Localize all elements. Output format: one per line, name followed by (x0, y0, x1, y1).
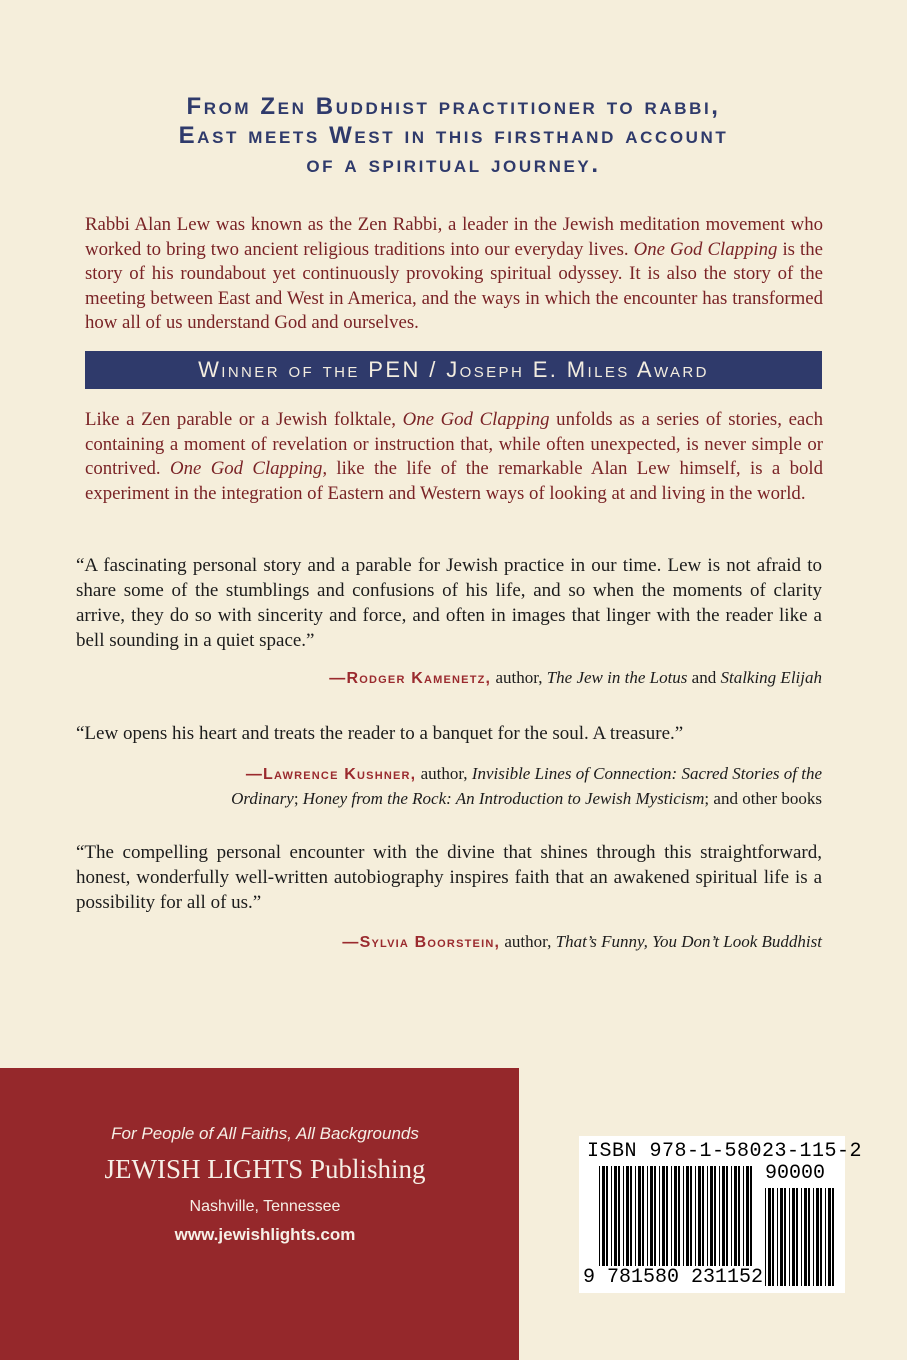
endorsement-attribution-2 (102, 762, 822, 811)
barcode-bar (804, 1188, 807, 1286)
endorsement-quote-3: “The compelling personal encounter with the divine that shines through this straightforward, honest, wonderfully well-written autobiography inspires faith that an awakened spiritual life is a possibility for all of us.” (76, 842, 822, 913)
barcode-bar (630, 1166, 632, 1266)
barcode-bar (683, 1166, 684, 1266)
headline-line-2: East meets West in this firsthand account (178, 122, 729, 149)
barcode-bar (678, 1166, 680, 1266)
cover-headline (60, 92, 847, 179)
endorser-book-2a: Invisible Lines of Connection: Sacred Stories of the (471, 764, 822, 783)
barcode-bar (750, 1166, 752, 1266)
barcode-bar (611, 1166, 612, 1266)
endorser-role-1: author, (491, 668, 547, 687)
endorser-book-3: That’s Funny, You Don’t Look Buddhist (555, 932, 822, 951)
endorser-sep-2: ; (293, 789, 303, 808)
description-book-title-2: One God Clapping, (170, 458, 328, 480)
endorser-book-1b: Stalking Elijah (720, 668, 822, 687)
barcode-bar (698, 1166, 701, 1266)
endorser-role-3: author, (500, 932, 556, 951)
barcode-bar (780, 1188, 783, 1286)
barcode-bar (635, 1166, 636, 1266)
publisher-tagline: For People of All Faiths, All Backgrounds (111, 1124, 419, 1143)
barcode-bar (777, 1188, 778, 1286)
barcode-bar (602, 1166, 605, 1266)
endorser-book-1a: The Jew in the Lotus (546, 668, 688, 687)
barcode-bar (722, 1166, 725, 1266)
headline-line-3: of a spiritual journey. (306, 151, 601, 178)
publisher-name: JEWISH LIGHTS Publishing (104, 1154, 426, 1184)
barcode-bar (638, 1166, 641, 1266)
barcode-bar (614, 1166, 617, 1266)
headline-line-1: From Zen Buddhist practitioner to rabbi, (186, 93, 721, 120)
barcode-bar (813, 1188, 814, 1286)
publisher-website[interactable]: www.jewishlights.com (174, 1225, 356, 1244)
barcode-bar (674, 1166, 677, 1266)
endorser-name-2: —Lawrence Kushner, (245, 766, 417, 783)
publisher-location: Nashville, Tennessee (189, 1198, 341, 1215)
barcode-bar (599, 1166, 600, 1266)
barcode-bar (731, 1166, 732, 1266)
award-banner: Winner of the PEN / Joseph E. Miles Award (85, 351, 822, 389)
barcode-bar (650, 1166, 653, 1266)
description-text-b: unfolds as a series of stories, each containing a moment of revelation or instruction that, while often unexpected, is never simple or contrived. (85, 409, 823, 480)
description-text-a: Like a Zen parable or a Jewish folktale, (85, 409, 403, 430)
barcode-bar (714, 1166, 716, 1266)
barcode-bar (772, 1188, 774, 1286)
isbn-number: ISBN 978-1-58023-115-2 (587, 1140, 863, 1163)
barcode-bar (828, 1188, 831, 1286)
description-paragraph (85, 408, 823, 506)
barcode-bar (623, 1166, 624, 1266)
barcode-bar (726, 1166, 728, 1266)
endorser-name-1: —Rodger Kamenetz, (329, 670, 492, 687)
barcode-bar (832, 1188, 834, 1286)
endorsement-attribution-3 (102, 930, 822, 955)
barcode-bar (695, 1166, 696, 1266)
barcode-bar (808, 1188, 810, 1286)
barcode-bar (666, 1166, 668, 1266)
description-text-c: like the life of the remarkable Alan Lew himself, is a bold experiment in the integration of Eastern and Western ways of looking at and living in the world. (85, 458, 824, 504)
barcode-bar (707, 1166, 708, 1266)
price-code: 90000 (765, 1162, 826, 1185)
intro-paragraph (85, 213, 823, 336)
endorsement-attribution-1 (102, 666, 822, 691)
barcode-bar (765, 1188, 766, 1286)
barcode-bar (690, 1166, 692, 1266)
barcode-bar (746, 1166, 749, 1266)
barcode-bar (734, 1166, 737, 1266)
publisher-panel (0, 1068, 519, 1360)
endorser-role-2: author, (416, 764, 472, 783)
endorsement-quote-2: “Lew opens his heart and treats the reader to a banquet for the soul. A treasure.” (76, 723, 684, 744)
barcode-bar (825, 1188, 826, 1286)
isbn-barcode (579, 1136, 863, 1293)
endorser-join-1: and (687, 668, 721, 687)
barcode-bar (816, 1188, 819, 1286)
barcode-bar (743, 1166, 744, 1266)
endorser-tail-2: ; and other books (704, 789, 822, 808)
barcode-bar (659, 1166, 660, 1266)
barcode-bar (719, 1166, 720, 1266)
barcode-bar (654, 1166, 656, 1266)
barcode-bar (796, 1188, 798, 1286)
intro-text-a: Rabbi Alan Lew was known as the Zen Rabbi, a leader in the Jewish meditation movement who worked to bring two ancient religious traditions into our everyday lives. (85, 214, 823, 260)
barcode-bar (618, 1166, 620, 1266)
barcode-digits: 9 781580 231152 (583, 1266, 764, 1289)
main-barcode-bars (599, 1166, 752, 1266)
barcode-bar (801, 1188, 802, 1286)
barcode-bar (789, 1188, 790, 1286)
endorser-name-3: —Sylvia Boorstein, (342, 934, 501, 951)
barcode-bar (626, 1166, 629, 1266)
barcode-bar (820, 1188, 822, 1286)
endorsement-quote-1: “A fascinating personal story and a parable for Jewish practice in our time. Lew is not afraid to share some of the stumblings and confusions of his life, and so when the moments of clarity arrive, they do so with sincerity and force, and often in images that linger with the reader like a bell sounding in a quiet space.” (76, 555, 822, 651)
addon-barcode-bars (765, 1188, 834, 1286)
barcode-bar (606, 1166, 608, 1266)
barcode-bar (792, 1188, 795, 1286)
barcode-bar (710, 1166, 713, 1266)
endorser-book-2b: Honey from the Rock: An Introduction to Jewish Mysticism (302, 789, 705, 808)
description-book-title-1: One God Clapping (402, 409, 550, 430)
barcode-bar (784, 1188, 786, 1286)
intro-book-title: One God Clapping (633, 238, 778, 260)
barcode-bar (702, 1166, 704, 1266)
intro-text-b: is the story of his roundabout yet continuously provoking spiritual odyssey. It is also the story of the meeting between East and West in America, and the ways in which the encounter has transformed how all of us understand God and ourselves. (85, 238, 823, 334)
barcode-bar (662, 1166, 665, 1266)
barcode-bar (738, 1166, 740, 1266)
barcode-bar (686, 1166, 689, 1266)
endorser-book-2a-cont: Ordinary (231, 789, 294, 808)
barcode-bar (647, 1166, 648, 1266)
barcode-bar (642, 1166, 644, 1266)
barcode-bar (768, 1188, 771, 1286)
barcode-bar (671, 1166, 672, 1266)
